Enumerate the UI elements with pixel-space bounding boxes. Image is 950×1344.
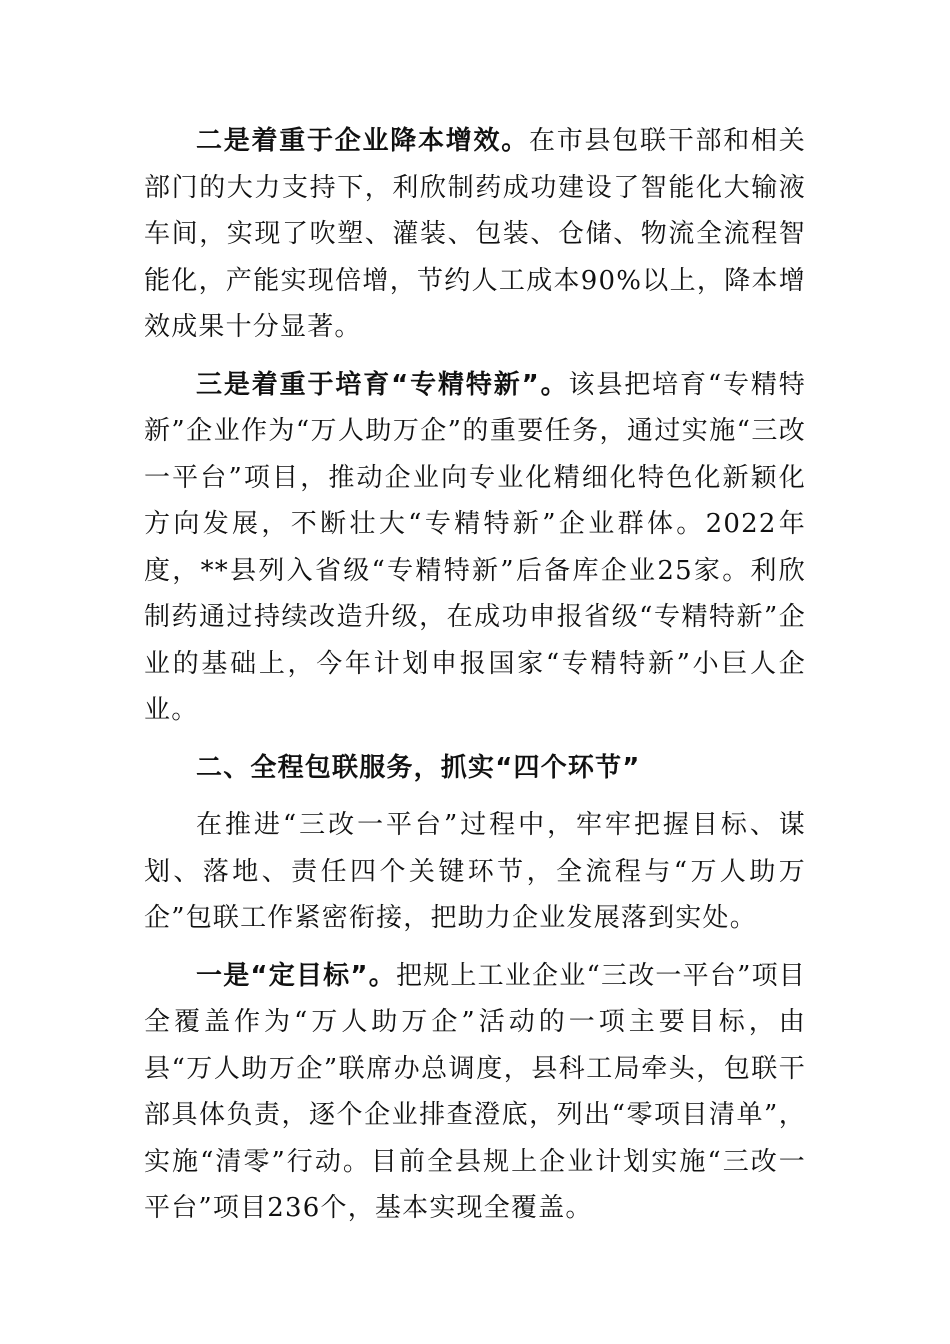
paragraph-lead: 二是着重于企业降本增效。: [196, 126, 530, 156]
document-body: [144, 118, 806, 1243]
section-intro: 在推进“三改一平台”过程中，牢牢把握目标、谋划、落地、责任四个关键环节，全流程与“万人助万企”包联工作紧密衔接，把助力企业发展落到实处。: [144, 810, 806, 933]
paragraph-text: 该县把培育“专精特新”企业作为“万人助万企”的重要任务，通过实施“三改一平台”项目，推动企业向专业化精细化特色化新颖化方向发展，不断壮大“专精特新”企业群体。2022年度，**县列入省级“专精特新”后备库企业25家。利欣制药通过持续改造升级，在成功申报省级“专精特新”企业的基础上，今年计划申报国家“专精特新”小巨人企业。: [144, 369, 807, 725]
paragraph-lead: 三是着重于培育“专精特新”。: [196, 369, 569, 400]
paragraph-set-targets: [144, 953, 806, 1232]
paragraph-cost-reduction: [144, 118, 806, 351]
paragraph-specialized-enterprises: [144, 362, 806, 734]
paragraph-text: 在市县包联干部和相关部门的大力支持下，利欣制药成功建设了智能化大输液车间，实现了吹塑、灌装、包装、仓储、物流全流程智能化，产能实现倍增，节约人工成本90%以上，降本增效成果十分显著。: [144, 126, 806, 342]
paragraph-text: 把规上工业企业“三改一平台”项目全覆盖作为“万人助万企”活动的一项主要目标，由县“万人助万企”联席办总调度，县科工局牵头，包联干部具体负责，逐个企业排查澄底，列出“零项目清单”，实施“清零”行动。目前全县规上企业计划实施“三改一平台”项目236个，基本实现全覆盖。: [144, 960, 806, 1223]
paragraph-lead: 一是“定目标”。: [196, 960, 396, 991]
section-heading: 二、全程包联服务，抓实“四个环节”: [196, 752, 641, 783]
